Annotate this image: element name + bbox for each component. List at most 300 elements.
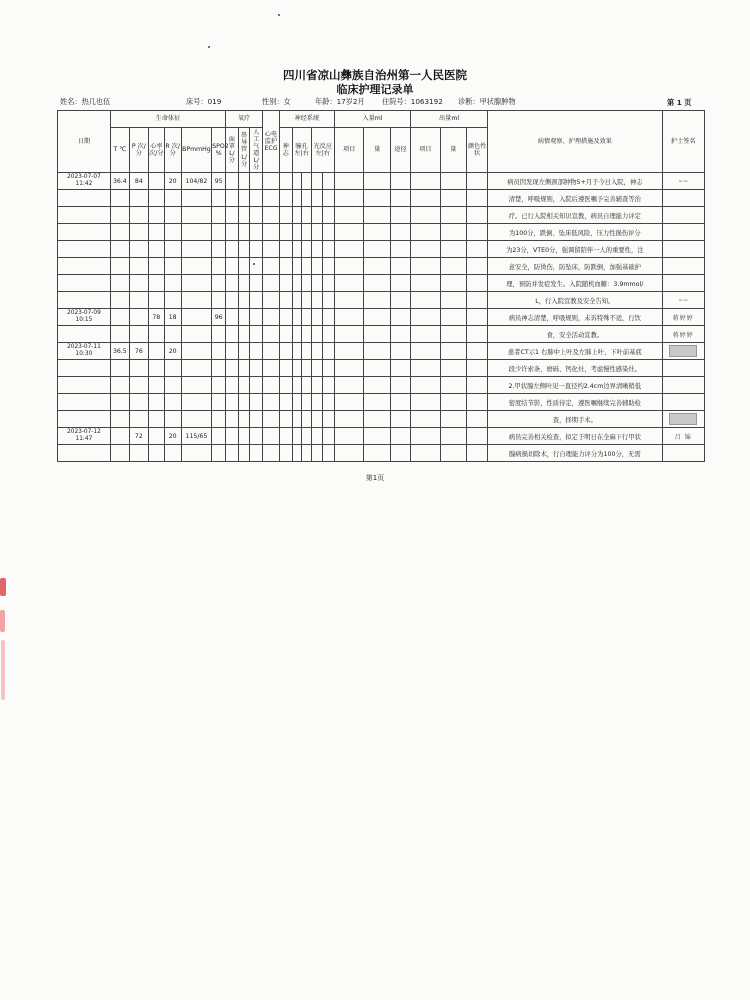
cell-date: 2023-07-07 11:42 [58,173,111,190]
cell-bp [181,224,212,241]
cell-sign [662,207,704,224]
col-nurse-sign: 护士签名 [662,111,704,173]
col-bp: BPmmHg [181,128,212,173]
cell-empty [364,241,390,258]
cell-hr [148,258,164,275]
cell-empty [311,241,323,258]
col-nasal: 鼻导管 L/分 [238,128,250,173]
cell-empty [440,377,466,394]
col-observation: 病情观察、护理措施及效果 [488,111,662,173]
cell-empty [390,190,410,207]
cell-r [164,241,181,258]
cell-empty [364,207,390,224]
col-intake-route: 途径 [390,128,410,173]
cell-bp [181,411,212,428]
cell-empty [279,394,292,411]
diagnosis: 诊断：甲状腺肿物 [458,97,516,106]
cell-date [58,207,111,224]
cell-obs: 为100分，跌倒、坠床低风险，压力性损伤评分 [488,224,662,241]
cell-empty [466,428,487,445]
cell-empty [302,190,312,207]
cell-empty [302,241,312,258]
cell-empty [311,224,323,241]
cell-empty [226,360,239,377]
cell-empty [323,309,335,326]
cell-empty [279,173,292,190]
cell-empty [238,207,250,224]
cell-bp [181,326,212,343]
cell-obs: 清楚，呼吸规则，入院后遵医嘱予完善辅查等治 [488,190,662,207]
col-date: 日期 [58,111,111,173]
cell-empty [390,173,410,190]
cell-empty [440,241,466,258]
cell-sign [662,411,704,428]
cell-empty [311,309,323,326]
form-title: 临床护理记录单 [336,83,414,96]
scan-speck [208,46,210,48]
patient-sex: 性别：女 [262,97,291,106]
cell-bp [181,190,212,207]
cell-empty [250,224,263,241]
cell-empty [440,173,466,190]
cell-empty [411,309,441,326]
cell-empty [411,394,441,411]
cell-empty [334,190,364,207]
cell-date [58,190,111,207]
col-output-item: 项目 [411,128,441,173]
cell-spo2 [212,292,226,309]
cell-empty [263,360,280,377]
cell-empty [279,428,292,445]
cell-r [164,292,181,309]
cell-date: 2023-07-11 10:30 [58,343,111,360]
cell-date [58,258,111,275]
cell-p [129,292,148,309]
cell-empty [238,394,250,411]
cell-empty [364,394,390,411]
col-output-amount: 量 [440,128,466,173]
cell-empty [279,207,292,224]
nursing-record-table [57,110,705,462]
cell-empty [226,428,239,445]
cell-obs: 2.甲状腺左侧叶见一直径约2.4cm边界清晰稍低 [488,377,662,394]
cell-empty [364,377,390,394]
table-row [58,275,705,292]
cell-empty [364,428,390,445]
cell-empty [238,411,250,428]
table-row [58,326,705,343]
cell-r [164,445,181,462]
cell-empty [292,275,302,292]
cell-empty [250,258,263,275]
col-intake-item: 项目 [334,128,364,173]
cell-empty [226,309,239,326]
cell-empty [390,411,410,428]
cell-empty [323,224,335,241]
cell-empty [466,258,487,275]
cell-empty [411,411,441,428]
cell-empty [263,445,280,462]
cell-sign [662,309,704,326]
cell-empty [292,394,302,411]
cell-empty [334,394,364,411]
cell-empty [334,258,364,275]
cell-spo2 [212,343,226,360]
page-footer: 第1页 [365,474,385,482]
cell-empty [364,173,390,190]
cell-empty [226,377,239,394]
cell-empty [390,343,410,360]
cell-empty [323,411,335,428]
cell-empty [411,241,441,258]
cell-empty [250,377,263,394]
cell-empty [334,224,364,241]
cell-empty [411,292,441,309]
cell-empty [466,292,487,309]
cell-empty [263,428,280,445]
cell-empty [263,224,280,241]
cell-empty [279,343,292,360]
cell-empty [440,275,466,292]
cell-hr [148,190,164,207]
cell-empty [302,360,312,377]
cell-bp [181,377,212,394]
cell-empty [440,411,466,428]
cell-empty [311,207,323,224]
cell-hr: 78 [148,309,164,326]
cell-t [110,445,129,462]
cell-empty [323,377,335,394]
cell-empty [292,309,302,326]
cell-empty [323,275,335,292]
cell-empty [390,258,410,275]
cell-r: 20 [164,343,181,360]
cell-empty [411,224,441,241]
cell-hr [148,173,164,190]
cell-p: 84 [129,173,148,190]
cell-p [129,394,148,411]
table-row [58,411,705,428]
cell-empty [311,343,323,360]
cell-empty [411,258,441,275]
cell-empty [311,173,323,190]
cell-empty [466,394,487,411]
cell-hr [148,343,164,360]
signature-scribble: ~~ [678,296,689,304]
cell-empty [302,326,312,343]
cell-empty [364,275,390,292]
cell-r: 20 [164,173,181,190]
table-row [58,190,705,207]
cell-spo2 [212,190,226,207]
cell-empty [334,343,364,360]
cell-empty [440,343,466,360]
cell-empty [238,428,250,445]
cell-bp [181,275,212,292]
col-ecg [263,111,280,173]
cell-empty [440,309,466,326]
cell-sign [662,292,704,309]
cell-empty [411,173,441,190]
cell-empty [302,207,312,224]
cell-empty [302,394,312,411]
cell-date [58,360,111,377]
cell-empty [364,309,390,326]
cell-empty [466,241,487,258]
cell-date: 2023-07-09 10:15 [58,309,111,326]
cell-date [58,394,111,411]
cell-date: 2023-07-12 11:47 [58,428,111,445]
cell-hr [148,411,164,428]
cell-r [164,326,181,343]
cell-p [129,275,148,292]
cell-empty [323,241,335,258]
cell-hr [148,326,164,343]
cell-empty [226,275,239,292]
cell-empty [250,326,263,343]
cell-empty [466,309,487,326]
cell-bp [181,292,212,309]
cell-obs: 疗。已行入院相关知识宣教，病员自理能力评定 [488,207,662,224]
cell-empty [292,360,302,377]
cell-empty [279,360,292,377]
cell-hr [148,275,164,292]
cell-empty [311,275,323,292]
cell-empty [238,377,250,394]
cell-empty [411,343,441,360]
cell-empty [279,224,292,241]
cell-empty [279,241,292,258]
cell-t [110,428,129,445]
cell-empty [226,326,239,343]
cell-empty [364,292,390,309]
cell-empty [334,326,364,343]
cell-empty [390,292,410,309]
cell-empty [250,411,263,428]
cell-r [164,207,181,224]
cell-empty [323,258,335,275]
cell-empty [440,207,466,224]
cell-t [110,326,129,343]
cell-empty [323,326,335,343]
cell-empty [263,343,280,360]
cell-empty [238,292,250,309]
cell-empty [292,173,302,190]
cell-spo2 [212,224,226,241]
cell-obs: 为23分，VTE0分，强调留陪伴一人的重要性，注 [488,241,662,258]
cell-empty [323,428,335,445]
cell-sign [662,258,704,275]
cell-empty [226,258,239,275]
cell-empty [250,343,263,360]
cell-date [58,445,111,462]
cell-obs: 段少许索条、磨砾、钙化灶，考虑慢性感染灶。 [488,360,662,377]
cell-empty [226,173,239,190]
table-row [58,428,705,445]
cell-t [110,258,129,275]
cell-sign [662,445,704,462]
cell-empty [311,326,323,343]
cell-empty [466,377,487,394]
cell-empty [390,224,410,241]
cell-empty [250,241,263,258]
cell-spo2 [212,241,226,258]
cell-bp [181,241,212,258]
cell-empty [226,394,239,411]
col-light-reflex: 光反应 左|右 [311,128,334,173]
cell-spo2 [212,275,226,292]
cell-empty [334,309,364,326]
col-ventilator: 人工气道 L/分 [250,128,263,173]
cell-p [129,207,148,224]
cell-t [110,377,129,394]
cell-empty [466,343,487,360]
cell-sign [662,428,704,445]
table-row [58,360,705,377]
cell-sign [662,190,704,207]
cell-r [164,224,181,241]
cell-r [164,190,181,207]
cell-empty [440,445,466,462]
cell-spo2 [212,360,226,377]
cell-empty [334,360,364,377]
cell-t [110,275,129,292]
cell-empty [292,292,302,309]
cell-empty [311,445,323,462]
cell-empty [334,292,364,309]
cell-sign [662,173,704,190]
patient-name: 姓名：热几也伍 [60,97,111,106]
cell-empty [364,190,390,207]
cell-empty [390,445,410,462]
cell-empty [250,292,263,309]
cell-date [58,224,111,241]
cell-empty [250,445,263,462]
cell-empty [364,411,390,428]
col-p: P 次/分 [129,128,148,173]
cell-empty [279,445,292,462]
scan-speck [253,263,255,265]
cell-empty [302,173,312,190]
cell-empty [364,360,390,377]
cell-empty [292,411,302,428]
cell-empty [390,428,410,445]
cell-empty [466,445,487,462]
cell-date [58,275,111,292]
cell-empty [466,207,487,224]
cell-spo2 [212,326,226,343]
cell-empty [323,292,335,309]
cell-empty [302,377,312,394]
col-group-output: 出量ml [411,111,488,128]
cell-spo2 [212,445,226,462]
cell-p [129,224,148,241]
cell-bp [181,394,212,411]
col-ecg-label: 心电监护ECG [264,130,278,153]
cell-empty [238,309,250,326]
cell-empty [323,445,335,462]
cell-empty [323,207,335,224]
cell-empty [279,411,292,428]
cell-empty [334,207,364,224]
signature-name: 蒋婷婷 [672,331,694,339]
cell-empty [411,326,441,343]
cell-empty [323,343,335,360]
cell-p [129,190,148,207]
hospital-name: 四川省凉山彝族自治州第一人民医院 [283,68,467,82]
cell-empty [279,275,292,292]
cell-r [164,377,181,394]
cell-hr [148,241,164,258]
cell-empty [411,377,441,394]
cell-empty [226,445,239,462]
cell-empty [263,326,280,343]
cell-empty [311,292,323,309]
table-row [58,241,705,258]
cell-empty [238,190,250,207]
cell-empty [250,207,263,224]
cell-spo2 [212,377,226,394]
cell-empty [466,173,487,190]
cell-empty [238,326,250,343]
cell-r [164,394,181,411]
cell-empty [334,377,364,394]
cell-sign [662,377,704,394]
cell-obs: 病员因发现左侧颈部肿物5+月于今日入院，神志 [488,173,662,190]
table-row [58,258,705,275]
cell-sign [662,326,704,343]
cell-empty [226,411,239,428]
cell-obs: 理，预防并发症发生。入院随机血糖：3.9mmol/ [488,275,662,292]
cell-empty [238,241,250,258]
cell-p [129,326,148,343]
cell-empty [263,292,280,309]
cell-empty [263,207,280,224]
cell-obs: 病员完善相关检查，拟定于明日在全麻下行甲状 [488,428,662,445]
cell-empty [440,394,466,411]
cell-empty [292,207,302,224]
cell-empty [311,428,323,445]
col-group-vital-signs: 生命体征 [110,111,225,128]
cell-r [164,258,181,275]
cell-p: 72 [129,428,148,445]
cell-bp [181,445,212,462]
cell-empty [323,190,335,207]
cell-hr [148,207,164,224]
cell-empty [302,258,312,275]
cell-bp: 115/65 [181,428,212,445]
cell-obs: 病员神志清楚，呼吸规则，未诉特殊不适，行饮 [488,309,662,326]
cell-sign [662,343,704,360]
cell-t [110,190,129,207]
cell-p [129,258,148,275]
cell-empty [226,207,239,224]
cell-empty [334,445,364,462]
cell-t [110,292,129,309]
cell-empty [263,258,280,275]
cell-empty [390,309,410,326]
col-consciousness: 神志 [279,128,292,173]
cell-hr [148,224,164,241]
cell-empty [238,445,250,462]
cell-empty [311,190,323,207]
cell-t [110,394,129,411]
cell-hr [148,377,164,394]
table-row [58,224,705,241]
signature-name: 蒋婷婷 [672,314,694,322]
cell-p [129,445,148,462]
table-row [58,292,705,309]
